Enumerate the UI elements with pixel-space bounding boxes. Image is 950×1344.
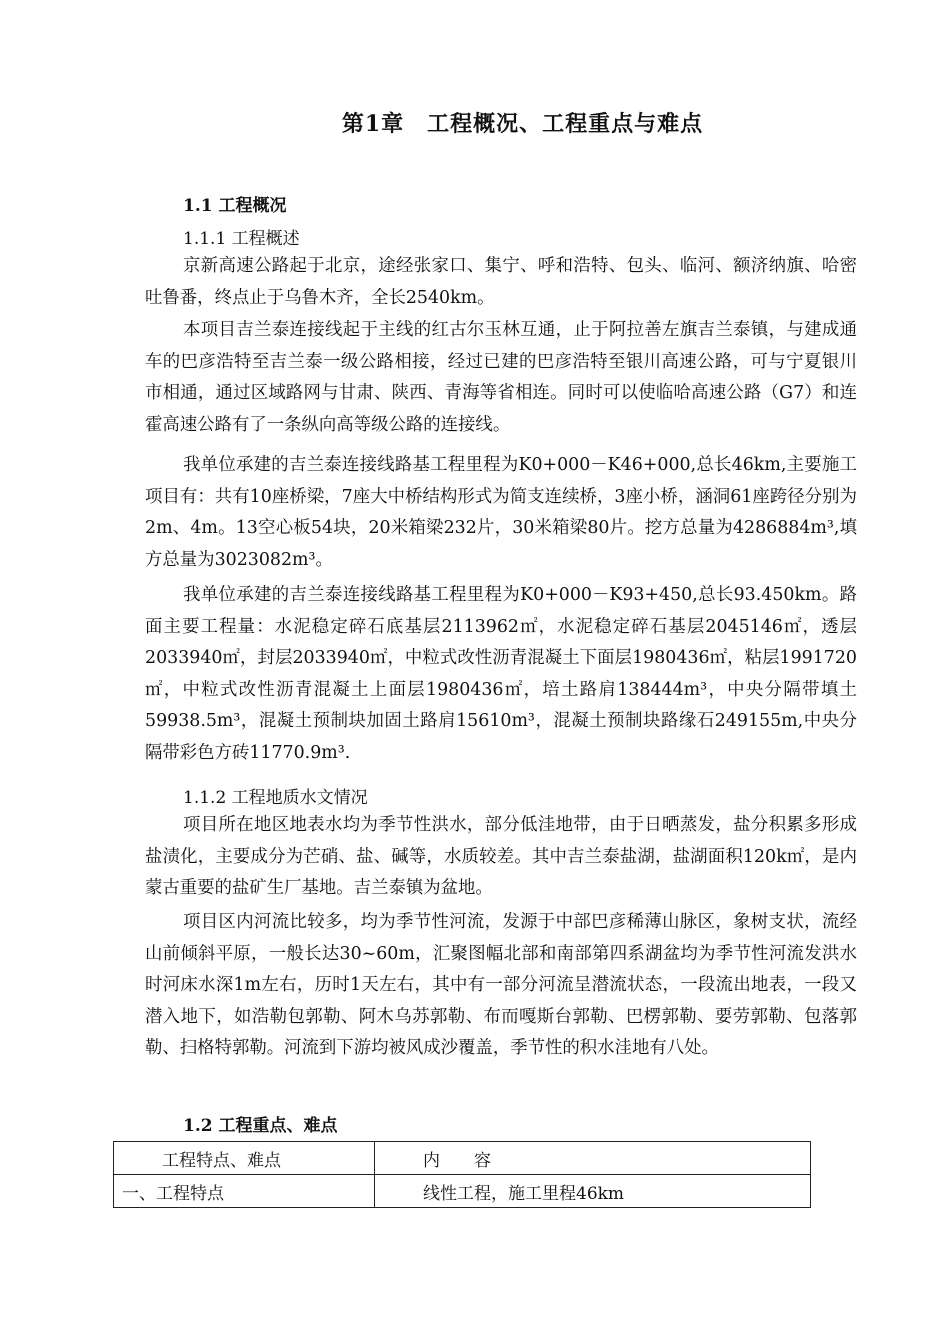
subsection-heading-1-1-1: 1.1.1 工程概述	[183, 229, 300, 249]
table-header-cell: 工程特点、难点	[114, 1142, 375, 1175]
chapter-title: 第1章 工程概况、工程重点与难点	[341, 111, 704, 137]
table-header-row	[114, 1142, 811, 1175]
paragraph: 我单位承建的吉兰泰连接线路基工程里程为K0+000－K93+450,总长93.450km。路面主要工程量：水泥稳定碎石底基层2113962㎡，水泥稳定碎石基层2045146㎡，透层2033940㎡，封层2033940㎡，中粒式改性沥青混凝土下面层1980436㎡，粘层1991720㎡，中粒式改性沥青混凝土上面层1980436㎡，培土路肩138444m³，中央分隔带填土59938.5m³，混凝土预制块加固土路肩15610m³，混凝土预制块路缘石249155m,中央分隔带彩色方砖11770.9m³.	[145, 585, 857, 763]
paragraph: 项目区内河流比较多，均为季节性河流，发源于中部巴彦稀薄山脉区，象树支状，流经山前倾斜平原，一般长达30~60m，汇聚图幅北部和南部第四系湖盆均为季节性河流发洪水时河床水深1m左右，历时1天左右，其中有一部分河流呈潜流状态，一段流出地表，一段又潜入地下，如浩勒包郭勒、阿木乌苏郭勒、布而嘎斯台郭勒、巴楞郭勒、要劳郭勒、包落郭勒、扫格特郭勒。河流到下游均被风成沙覆盖，季节性的积水洼地有八处。	[145, 912, 857, 1059]
table-cell: 一、工程特点	[114, 1175, 375, 1208]
table-cell: 线性工程，施工里程46km	[375, 1175, 811, 1208]
paragraph: 京新高速公路起于北京，途经张家口、集宁、呼和浩特、包头、临河、额济纳旗、哈密吐鲁番，终点止于乌鲁木齐，全长2540km。	[145, 256, 857, 308]
paragraph: 我单位承建的吉兰泰连接线路基工程里程为K0+000－K46+000,总长46km,主要施工项目有：共有10座桥梁，7座大中桥结构形式为简支连续桥，3座小桥，涵洞61座跨径分别为2m、4m。13空心板54块，20米箱梁232片，30米箱梁80片。挖方总量为4286884m³,填方总量为3023082m³。	[145, 455, 857, 570]
paragraph: 本项目吉兰泰连接线起于主线的红古尔玉林互通，止于阿拉善左旗吉兰泰镇，与建成通车的巴彦浩特至吉兰泰一级公路相接，经过已建的巴彦浩特至银川高速公路，可与宁夏银川市相通，通过区域路网与甘肃、陕西、青海等省相连。同时可以使临哈高速公路（G7）和连霍高速公路有了一条纵向高等级公路的连接线。	[145, 320, 857, 435]
key-points-table	[113, 1141, 811, 1208]
subsection-heading-1-1-2: 1.1.2 工程地质水文情况	[183, 788, 368, 808]
table-row	[114, 1175, 811, 1208]
paragraph: 项目所在地区地表水均为季节性洪水，部分低洼地带，由于日晒蒸发，盐分积累多形成盐渍化，主要成分为芒硝、盐、碱等，水质较差。其中吉兰泰盐湖，盐湖面积120k㎡，是内蒙古重要的盐矿生厂基地。吉兰泰镇为盆地。	[145, 815, 857, 899]
table-header-cell: 内 容	[375, 1142, 811, 1175]
section-heading-1-2: 1.2 工程重点、难点	[183, 1116, 338, 1136]
section-heading-1-1: 1.1 工程概况	[183, 196, 287, 216]
